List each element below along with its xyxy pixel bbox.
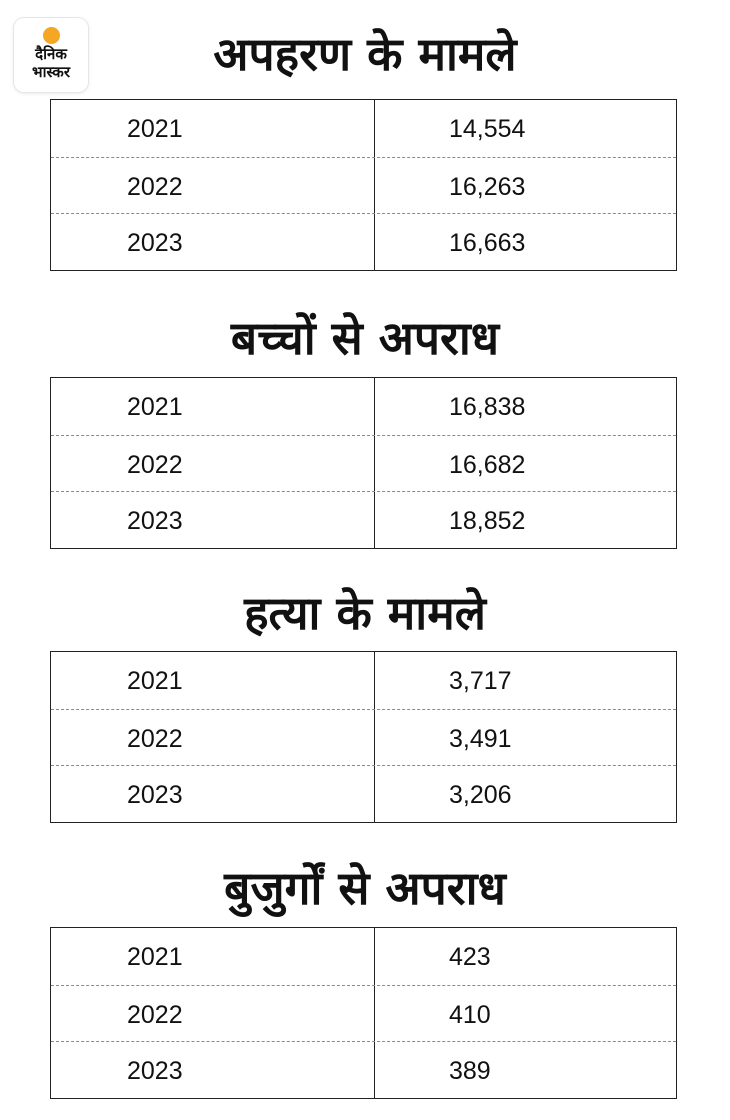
logo-text-line1: दैनिक [35,45,67,63]
table-crimes-against-elderly [50,927,677,1099]
value-cell: 16,663 [449,229,526,257]
table-row [51,652,676,708]
table-row [51,928,676,984]
value-cell: 410 [449,1001,491,1029]
year-cell: 2022 [127,1001,183,1029]
table-row [51,491,676,548]
table-kidnapping [50,99,677,271]
table-row [51,435,676,492]
value-cell: 16,838 [449,393,526,421]
table-murder [50,651,677,823]
value-cell: 3,717 [449,667,512,695]
year-cell: 2021 [127,943,183,971]
year-cell: 2021 [127,115,183,143]
year-cell: 2021 [127,393,183,421]
year-cell: 2022 [127,725,183,753]
value-cell: 16,263 [449,173,526,201]
year-cell: 2022 [127,173,183,201]
value-cell: 3,491 [449,725,512,753]
table-row [51,100,676,156]
value-cell: 3,206 [449,781,512,809]
table-row [51,765,676,822]
table-row [51,985,676,1042]
year-cell: 2022 [127,451,183,479]
value-cell: 423 [449,943,491,971]
table-crimes-against-children [50,377,677,549]
section-title-kidnapping: अपहरण के मामले [213,27,517,81]
year-cell: 2023 [127,1057,183,1085]
year-cell: 2023 [127,229,183,257]
value-cell: 16,682 [449,451,526,479]
section-title-crimes-against-elderly: बुजुर्गों से अपराध [224,861,506,915]
year-cell: 2021 [127,667,183,695]
table-row [51,213,676,270]
value-cell: 14,554 [449,115,526,143]
year-cell: 2023 [127,507,183,535]
section-title-crimes-against-children: बच्चों से अपराध [230,311,500,365]
table-row [51,157,676,214]
value-cell: 18,852 [449,507,526,535]
table-row [51,709,676,766]
logo-text-line2: भास्कर [32,63,70,81]
table-row [51,1041,676,1098]
table-row [51,378,676,434]
value-cell: 389 [449,1057,491,1085]
section-title-murder: हत्या के मामले [244,586,486,640]
year-cell: 2023 [127,781,183,809]
